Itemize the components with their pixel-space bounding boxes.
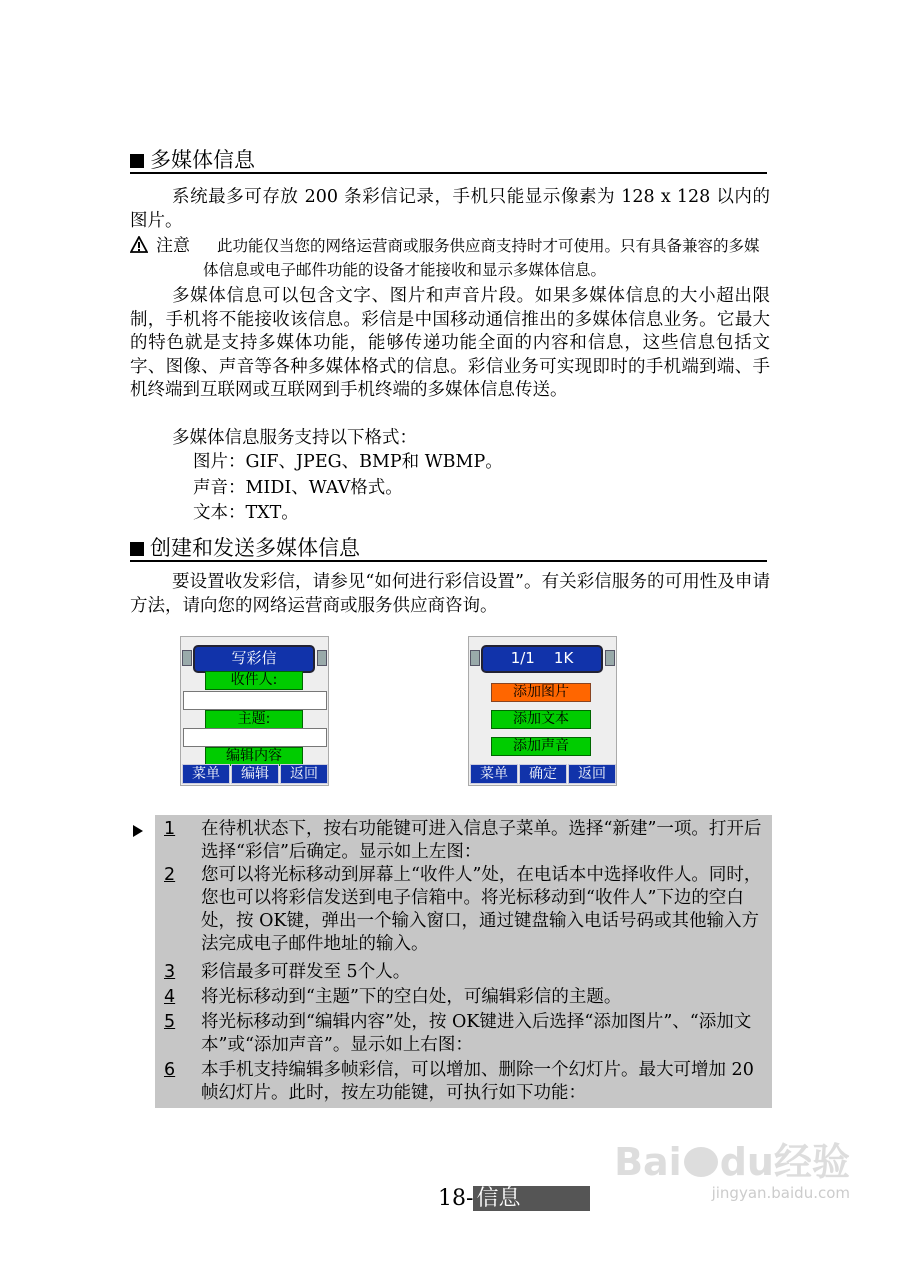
screen-title-bar: 1/1 1K (481, 645, 603, 673)
step-item: 1 在待机状态下，按右功能键可进入信息子菜单。选择“新建”一项。打开后选择“彩信”后确定。显示如上左图： (164, 819, 762, 862)
softkey-ok[interactable]: 确定 (519, 764, 567, 784)
step-item: 3 彩信最多可群发至 5个人。 (164, 962, 411, 982)
format-text: 文本：TXT。 (193, 503, 299, 523)
multimedia-description: 多媒体信息可以包含文字、图片和声音片段。如果多媒体信息的大小超出限制，手机将不能接收该信息。彩信是中国移动通信推出的多媒体信息业务。它最大的特色就是支持多媒体功能，能够传递功能全面的内容和信息，这些信息包括文字、图像、声音等各种多媒体格式的信息。彩信业务可实现即时的手机端到端、手机终端到互联网或互联网到手机终端的多媒体信息传送。 (130, 286, 770, 400)
footer-section: 信息 (473, 1186, 590, 1211)
page-footer (438, 1183, 590, 1215)
add-sound-button[interactable]: 添加声音 (491, 737, 591, 756)
step-arrow-icon (133, 822, 143, 841)
settings-paragraph: 要设置收发彩信，请参见“如何进行彩信设置”。有关彩信服务的可用性及申请方法，请向您的网络运营商或服务供应商咨询。 (130, 572, 770, 616)
warning-icon (130, 236, 148, 260)
add-text-button[interactable]: 添加文本 (491, 710, 591, 729)
add-picture-button[interactable]: 添加图片 (491, 683, 591, 702)
screen-add-content (468, 636, 617, 786)
formats-intro: 多媒体信息服务支持以下格式： (172, 428, 417, 448)
softkey-back[interactable]: 返回 (568, 764, 616, 784)
recipient-input[interactable] (183, 691, 327, 710)
steps-box (155, 815, 772, 1108)
softkey-edit[interactable]: 编辑 (231, 764, 279, 784)
subject-input[interactable] (183, 728, 327, 747)
note-label: 注意 (156, 236, 190, 256)
subject-label[interactable]: 主题: (205, 710, 303, 729)
section-heading-multimedia: 多媒体信息 (130, 148, 767, 174)
format-sound: 声音：MIDI、WAV格式。 (193, 478, 403, 498)
baidu-watermark (614, 1140, 850, 1202)
watermark-brand2: du (719, 1140, 774, 1184)
step-item: 6 本手机支持编辑多帧彩信，可以增加、删除一个幻灯片。最大可增加 20 帧幻灯片。此时，按左功能键，可执行如下功能： (164, 1060, 754, 1103)
watermark-brand: Bai (614, 1140, 682, 1184)
step-item: 2 您可以将光标移动到屏幕上“收件人”处，在电话本中选择收件人。同时，您也可以将彩信发送到电子信箱中。将光标移动到“收件人”下边的空白处，按 OK键，弹出一个输入窗口，通过键盘输入电话号码或其他输入方法完成电子邮件地址的输入。 (164, 865, 762, 954)
bullet-square-icon (130, 154, 144, 168)
step-item: 4 将光标移动到“主题”下的空白处，可编辑彩信的主题。 (164, 987, 622, 1007)
storage-paragraph: 系统最多可存放 200 条彩信记录，手机只能显示像素为 128 x 128 以内的图片。 (130, 187, 770, 231)
section-heading-create-send: 创建和发送多媒体信息 (130, 536, 767, 562)
paw-icon (684, 1147, 718, 1177)
bullet-square-icon (130, 542, 144, 556)
softkey-menu[interactable]: 菜单 (182, 764, 230, 784)
softkey-menu[interactable]: 菜单 (470, 764, 518, 784)
screen-title-bar: 写彩信 (193, 645, 315, 673)
screen-compose-mms (180, 636, 329, 786)
page-number: 18- (438, 1186, 474, 1211)
note-text: 此功能仅当您的网络运营商或服务供应商支持时才可使用。只有具备兼容的多媒体信息或电子邮件功能的设备才能接收和显示多媒体信息。 (203, 237, 760, 279)
softkey-back[interactable]: 返回 (280, 764, 328, 784)
watermark-url: jingyan.baidu.com (711, 1184, 850, 1202)
edit-content-button[interactable]: 编辑内容 (205, 747, 303, 766)
watermark-suffix: 经验 (773, 1140, 850, 1184)
recipient-label[interactable]: 收件人: (205, 671, 303, 690)
format-image: 图片：GIF、JPEG、BMP和 WBMP。 (193, 452, 503, 472)
step-item: 5 将光标移动到“编辑内容”处，按 OK键进入后选择“添加图片”、“添加文本”或“添加声音”。显示如上右图： (164, 1012, 752, 1055)
